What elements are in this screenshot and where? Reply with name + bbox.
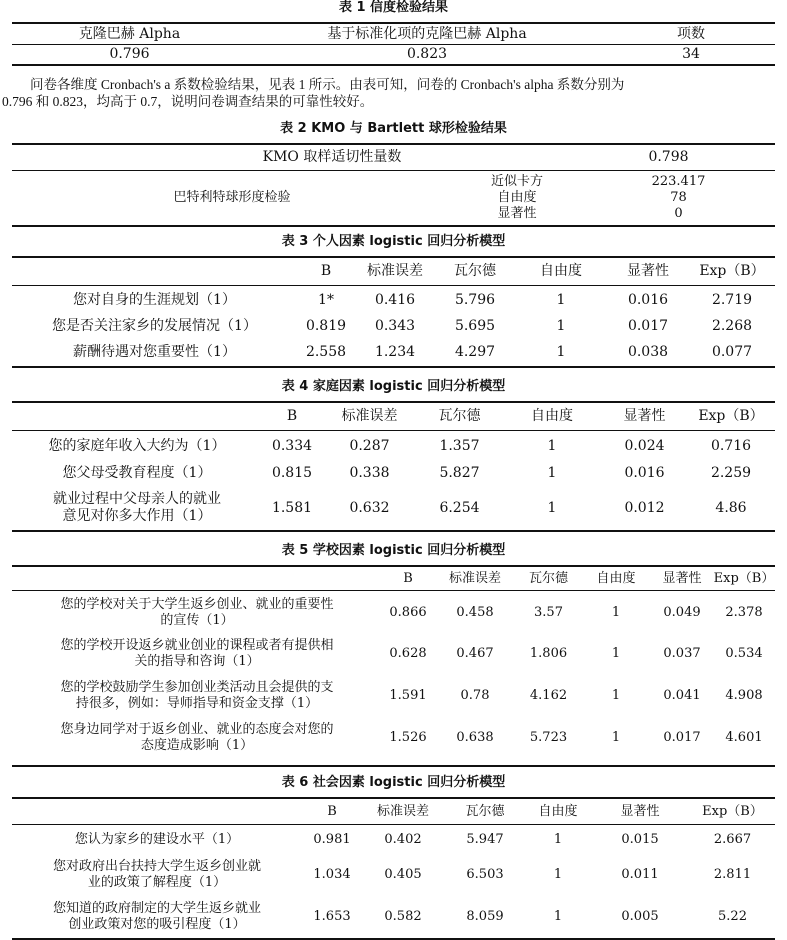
t6-row-2-label-line-2: 业的政策了解程度（1） (87, 875, 227, 890)
t5-row-2-label (12, 633, 382, 675)
table-3-top-rule (12, 256, 775, 258)
body-paragraph (0, 76, 787, 110)
table-row (12, 433, 775, 460)
table-1-values (12, 45, 775, 63)
t6-row-1-b: 0.981 (313, 832, 351, 847)
t5-row-2-b: 0.628 (389, 646, 427, 661)
t3-row-1-wald: 5.796 (454, 292, 496, 308)
t3-row-2-label: 您是否关注家乡的发展情况（1） (52, 317, 257, 334)
t4-row-3-exp: 4.86 (715, 499, 747, 516)
t3-header-sig: 显著性 (627, 263, 669, 280)
t3-row-3-label: 薪酬待遇对您重要性（1） (73, 343, 236, 360)
t5-header-wald: 瓦尔德 (528, 570, 568, 586)
t6-row-2-sig: 0.011 (621, 867, 659, 882)
t5-row-2-label-line-2: 关的指导和咨询（1） (134, 654, 260, 669)
t3-row-1-b: 1* (318, 292, 334, 308)
t3-row-3-se: 1.234 (374, 343, 416, 360)
t2-df-value: 78 (670, 190, 687, 205)
table-1 (12, 25, 775, 43)
t5-header-b: B (403, 570, 413, 586)
paragraph-line-1: 问卷各维度 Cronbach's a 系数检验结果，见表 1 所示。由表可知，问卷的 Cronbach's alpha 系数分别为 (30, 77, 625, 92)
table-5 (12, 568, 775, 759)
t5-row-1-label-line-2: 的宣传（1） (160, 613, 234, 628)
t4-header-sig: 显著性 (623, 408, 666, 425)
t3-row-1-exp: 2.719 (711, 292, 753, 308)
t6-row-3-df: 1 (553, 909, 563, 924)
table-6-caption: 表 6 社会因素 logistic 回归分析模型 (281, 775, 506, 790)
t5-row-1-exp: 2.378 (725, 605, 763, 620)
table-row (12, 487, 775, 529)
t5-row-3-se: 0.78 (460, 688, 490, 703)
t4-header-wald: 瓦尔德 (438, 408, 481, 425)
t6-row-2-exp: 2.811 (713, 867, 752, 882)
t2-bartlett-label: 巴特利特球形度检验 (173, 189, 291, 205)
t5-row-4-se: 0.638 (456, 730, 494, 745)
t4-row-3-label-line-1: 就业过程中父母亲人的就业 (53, 491, 221, 507)
t5-row-1-sig: 0.049 (663, 605, 701, 620)
t3-header-exp: Exp（B） (699, 263, 765, 280)
t2-df-label: 自由度 (497, 190, 537, 205)
table-5-top-rule (12, 565, 775, 567)
t6-header-b: B (327, 803, 337, 819)
t5-row-2-wald: 1.806 (529, 646, 568, 661)
t5-row-3-label (12, 675, 382, 717)
t6-row-3-wald: 8.059 (466, 909, 504, 924)
t3-row-3-exp: 0.077 (711, 343, 753, 360)
t6-row-2-wald: 6.503 (466, 867, 504, 882)
table-row (12, 313, 775, 339)
t5-row-2-se: 0.467 (456, 646, 494, 661)
paragraph-line-2: 0.796 和 0.823，均高于 0.7，说明问卷调查结果的可靠性较好。 (2, 94, 374, 109)
t6-row-1-se: 0.402 (384, 832, 422, 847)
table-row (12, 460, 775, 487)
t4-header-df: 自由度 (531, 408, 573, 425)
t6-row-3-sig: 0.005 (621, 909, 659, 924)
t3-row-3-b: 2.558 (305, 343, 347, 360)
t6-header-wald: 瓦尔德 (465, 803, 505, 819)
t1-value-items: 34 (682, 45, 700, 62)
table-4-caption: 表 4 家庭因素 logistic 回归分析模型 (281, 379, 506, 394)
table-row (12, 897, 775, 937)
table-3-bottom-rule (12, 366, 775, 368)
table-row (12, 675, 775, 717)
t6-row-2-label (12, 853, 302, 897)
t5-row-4-label-line-1: 您身边同学对于返乡创业、就业的态度会对您的 (60, 722, 334, 737)
table-2-mid-rule (12, 170, 775, 171)
t3-row-2-exp: 2.268 (711, 317, 753, 334)
t6-row-3-exp: 5.22 (718, 909, 747, 924)
table-2-top-rule (12, 143, 775, 145)
t3-row-1-se: 0.416 (374, 292, 416, 308)
t5-row-4-sig: 0.017 (663, 730, 701, 745)
t2-kmo-value: 0.798 (648, 148, 689, 165)
t5-row-2-label-line-1: 您的学校开设返乡就业创业的课程或者有提供相 (60, 638, 334, 653)
t3-row-3-wald: 4.297 (454, 343, 496, 360)
t1-header-items: 项数 (677, 25, 705, 42)
t5-row-1-label-line-1: 您的学校对关于大学生返乡创业、就业的重要性 (60, 597, 334, 612)
table-4 (12, 404, 775, 529)
table-row (12, 853, 775, 897)
t4-header-label (12, 404, 262, 430)
t5-header-label (12, 568, 382, 590)
t4-row-3-wald: 6.254 (439, 499, 480, 516)
t4-header-se: 标准误差 (341, 408, 398, 425)
t5-row-1-df: 1 (611, 605, 621, 620)
t4-row-1-exp: 0.716 (710, 438, 752, 454)
t6-row-2-se: 0.405 (384, 867, 422, 882)
t5-header-sig: 显著性 (662, 570, 702, 586)
t3-row-2-sig: 0.017 (627, 317, 669, 334)
t5-row-2-exp: 0.534 (725, 646, 763, 661)
t3-row-1-label: 您对自身的生涯规划（1） (73, 292, 236, 308)
t1-value-std-alpha: 0.823 (406, 45, 448, 62)
t4-row-3-label (12, 487, 262, 529)
table-2-bottom-rule (12, 225, 775, 227)
t4-row-3-sig: 0.012 (624, 499, 665, 516)
t5-row-3-sig: 0.041 (663, 688, 701, 703)
t3-row-2-wald: 5.695 (454, 317, 496, 334)
t4-row-2-exp: 2.259 (710, 465, 752, 481)
t2-kmo-label: KMO 取样适切性量数 (262, 148, 402, 165)
table-row (12, 339, 775, 365)
t5-row-1-wald: 3.57 (534, 605, 563, 620)
t5-row-4-df: 1 (611, 730, 621, 745)
t5-row-1-b: 0.866 (389, 605, 427, 620)
t4-row-2-se: 0.338 (349, 465, 390, 481)
t6-row-2-b: 1.034 (313, 867, 351, 882)
t6-row-1-df: 1 (553, 832, 563, 847)
t4-row-1-sig: 0.024 (624, 438, 665, 454)
table-6 (12, 800, 775, 937)
table-row (12, 717, 775, 759)
table-row (12, 633, 775, 675)
table-5-caption: 表 5 学校因素 logistic 回归分析模型 (281, 543, 506, 558)
t3-row-2-se: 0.343 (374, 317, 416, 334)
t5-header-se: 标准误差 (448, 570, 501, 586)
table-1-bottom-rule (12, 64, 775, 66)
t4-row-2-sig: 0.016 (624, 465, 665, 481)
t5-row-3-exp: 4.908 (725, 688, 763, 703)
t6-row-3-b: 1.653 (313, 909, 351, 924)
t2-chi-square-label: 近似卡方 (490, 173, 543, 189)
table-row (12, 593, 775, 633)
t4-row-1-wald: 1.357 (439, 438, 480, 454)
t3-row-2-b: 0.819 (305, 317, 347, 334)
t5-row-3-df: 1 (611, 688, 621, 703)
t2-sig-value: 0 (674, 206, 683, 221)
t3-header-se: 标准误差 (367, 263, 423, 280)
t6-row-1-wald: 5.947 (466, 832, 504, 847)
t3-row-1-sig: 0.016 (627, 292, 669, 308)
t4-header-exp: Exp（B） (698, 408, 764, 425)
t5-row-3-wald: 4.162 (529, 688, 568, 703)
t4-row-3-se: 0.632 (349, 499, 390, 516)
t5-row-2-df: 1 (611, 646, 621, 661)
t4-row-1-label: 您的家庭年收入大约为（1） (48, 438, 226, 454)
t6-row-3-label-line-2: 创业政策对您的吸引程度（1） (68, 917, 246, 932)
t3-row-2-df: 1 (556, 317, 566, 334)
t6-row-3-label (12, 897, 302, 937)
t5-row-4-wald: 5.723 (529, 730, 568, 745)
table-1-caption: 表 1 信度检验结果 (338, 0, 449, 15)
t6-header-se: 标准误差 (376, 803, 429, 819)
t5-header-exp: Exp（B） (713, 570, 775, 586)
t1-header-std-alpha: 基于标准化项的克隆巴赫 Alpha (327, 25, 527, 42)
t1-value-alpha: 0.796 (109, 45, 150, 62)
t6-row-2-label-line-1: 您对政府出台扶持大学生返乡创业就 (52, 859, 261, 874)
t6-row-1-label: 您认为家乡的建设水平（1） (74, 832, 240, 847)
t4-row-2-df: 1 (547, 465, 557, 481)
t5-row-2-sig: 0.037 (663, 646, 701, 661)
t3-header-wald: 瓦尔德 (454, 263, 496, 280)
table-row (12, 827, 775, 853)
t4-row-1-b: 0.334 (271, 438, 313, 454)
t2-chi-square-value: 223.417 (651, 173, 706, 189)
t3-header-label (12, 259, 297, 285)
t4-row-2-label: 您父母受教育程度（1） (62, 465, 212, 481)
t5-header-df: 自由度 (596, 570, 636, 586)
t5-row-4-b: 1.526 (389, 730, 427, 745)
t6-row-2-df: 1 (553, 867, 563, 882)
table-5-bottom-rule (12, 765, 775, 767)
t6-row-3-se: 0.582 (384, 909, 422, 924)
t6-row-1-exp: 2.667 (713, 832, 752, 847)
table-6-top-rule (12, 797, 775, 799)
table-4-top-rule (12, 401, 775, 403)
t4-row-3-b: 1.581 (271, 499, 313, 516)
t5-row-3-b: 1.591 (389, 688, 427, 703)
t5-row-1-se: 0.458 (456, 605, 494, 620)
t4-row-2-b: 0.815 (271, 465, 313, 481)
t4-row-1-se: 0.287 (349, 438, 390, 454)
t5-row-4-label (12, 717, 382, 759)
table-3 (12, 259, 775, 365)
t4-header-b: B (286, 408, 298, 425)
t6-header-df: 自由度 (538, 803, 578, 819)
t5-row-4-label-line-2: 态度造成影响（1） (140, 738, 254, 753)
t2-sig-label: 显著性 (497, 206, 537, 221)
t6-header-sig: 显著性 (620, 803, 660, 819)
t3-row-3-df: 1 (556, 343, 566, 360)
table-2-bartlett (12, 173, 775, 222)
t6-row-1-sig: 0.015 (621, 832, 659, 847)
t3-header-df: 自由度 (540, 263, 582, 280)
table-2-caption: 表 2 KMO 与 Bartlett 球形检验结果 (280, 121, 507, 136)
t4-row-1-df: 1 (547, 438, 557, 454)
table-1-top-rule (12, 22, 775, 24)
table-row (12, 288, 775, 313)
t5-row-1-label (12, 593, 382, 633)
t3-row-3-sig: 0.038 (627, 343, 669, 360)
t4-row-2-wald: 5.827 (439, 465, 480, 481)
t3-row-1-df: 1 (556, 292, 566, 308)
t1-header-alpha: 克隆巴赫 Alpha (78, 25, 181, 42)
t5-row-4-exp: 4.601 (725, 730, 763, 745)
table-2-kmo-row (12, 146, 775, 168)
t5-row-3-label-line-2: 持很多，例如：导师指导和资金支撑（1） (75, 696, 319, 711)
t4-row-3-label-line-2: 意见对你多大作用（1） (62, 508, 212, 524)
table-4-bottom-rule (12, 530, 775, 532)
t4-row-3-df: 1 (547, 499, 557, 516)
t5-row-3-label-line-1: 您的学校鼓励学生参加创业类活动且会提供的支 (60, 680, 334, 695)
t6-header-label (12, 800, 302, 824)
table-3-caption: 表 3 个人因素 logistic 回归分析模型 (281, 234, 506, 249)
t6-row-3-label-line-1: 您知道的政府制定的大学生返乡就业 (52, 901, 261, 916)
t6-header-exp: Exp（B） (702, 803, 763, 819)
t3-header-b: B (320, 263, 332, 280)
